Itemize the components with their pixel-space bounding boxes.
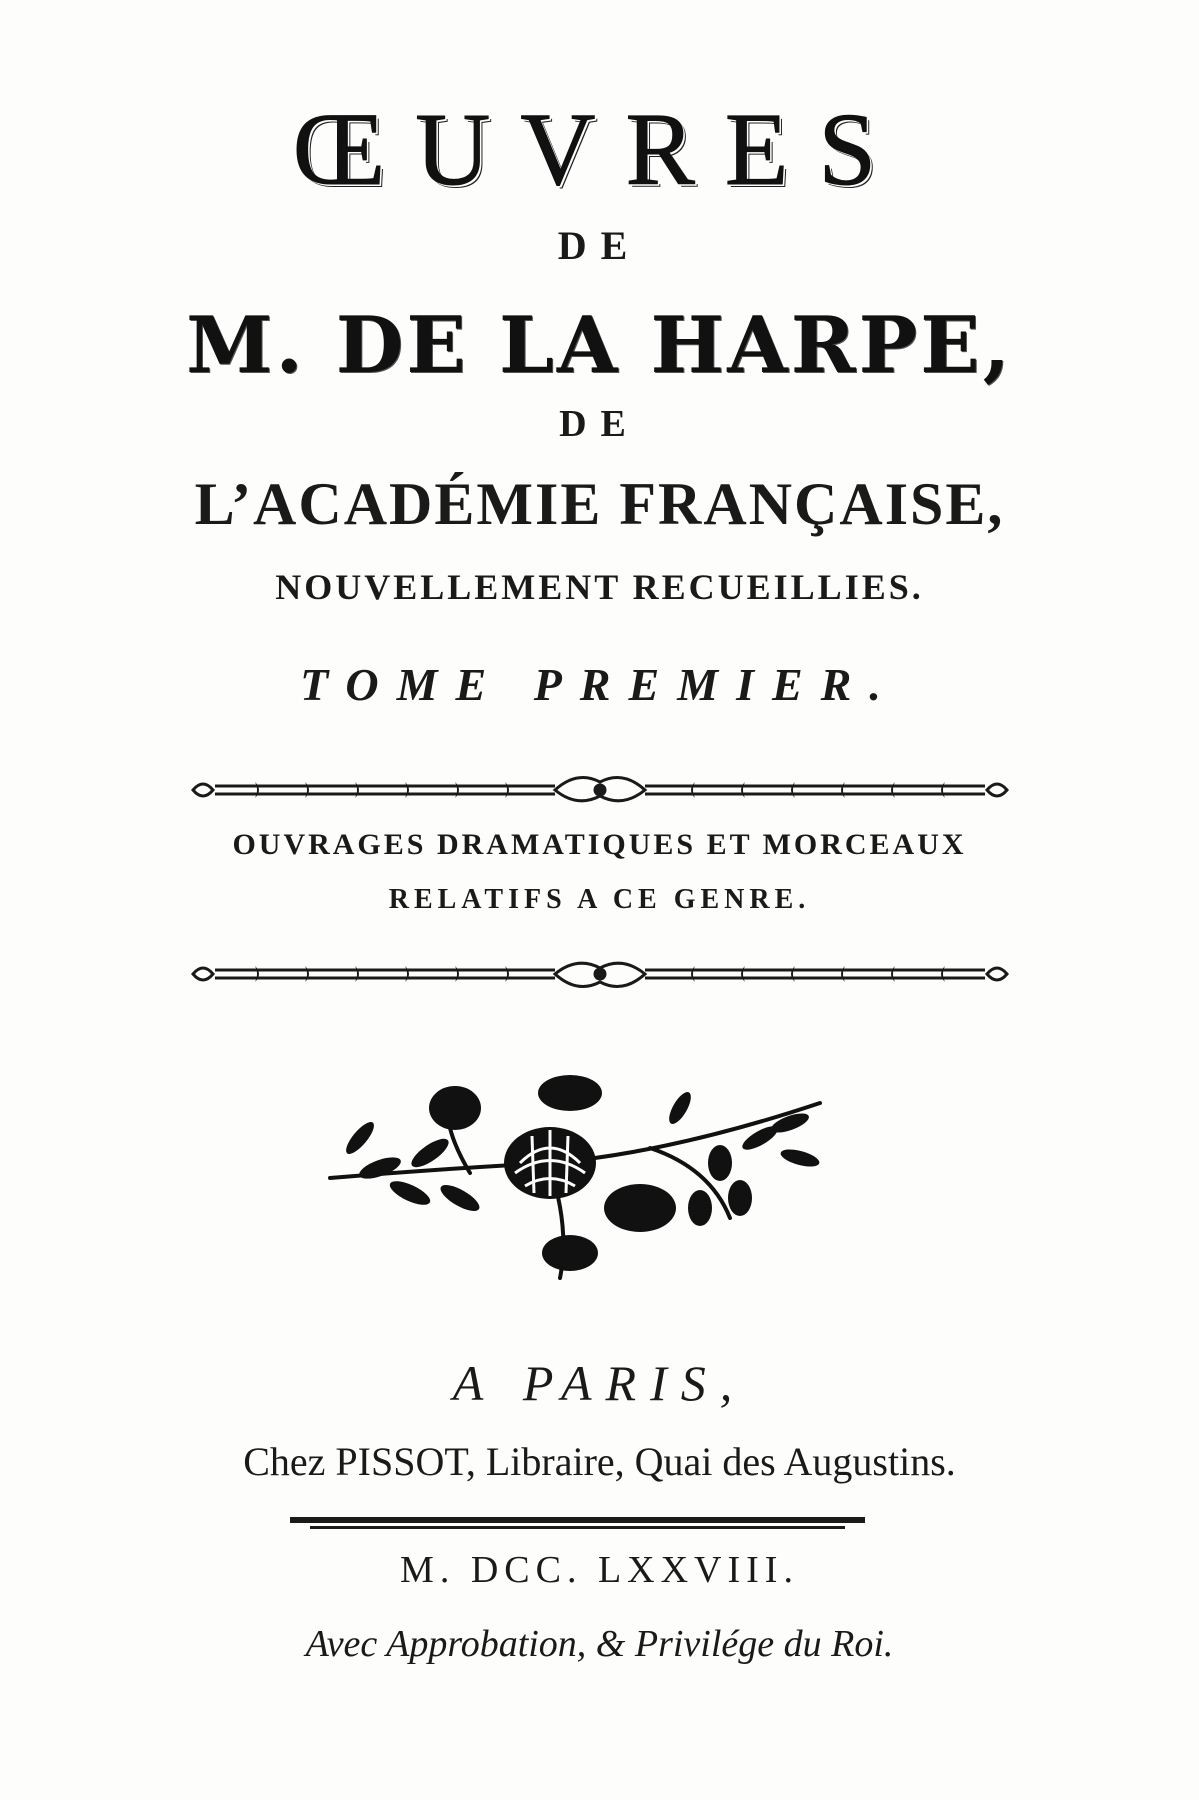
scroll-band-ornament-icon xyxy=(0,768,1199,812)
preposition-de-1: DE xyxy=(557,223,642,268)
publication-year: M. DCC. LXXVIII. xyxy=(400,1549,799,1591)
institution-name: L’ACADÉMIE FRANÇAISE, xyxy=(194,471,1005,537)
main-title: ŒUVRES xyxy=(292,92,907,207)
scroll-band-ornament-icon-lower xyxy=(0,952,1199,996)
place-of-publication: A PARIS, xyxy=(452,1355,747,1411)
contents-line-2: RELATIFS A CE GENRE. xyxy=(388,884,811,915)
subtitle: NOUVELLEMENT RECUEILLIES. xyxy=(275,567,924,607)
double-rule-icon xyxy=(290,1516,865,1535)
privilege-line: Avec Approbation, & Privilége du Roi. xyxy=(305,1623,894,1665)
volume-label: TOME PREMIER. xyxy=(300,659,899,710)
contents-line-1: OUVRAGES DRAMATIQUES ET MORCEAUX xyxy=(232,828,967,861)
floral-vignette-icon xyxy=(320,1068,840,1288)
author-name: M. DE LA HARPE, xyxy=(186,300,1013,391)
preposition-de-2: DE xyxy=(559,403,640,445)
publisher-line: Chez PISSOT, Libraire, Quai des Augustins. xyxy=(243,1439,956,1484)
